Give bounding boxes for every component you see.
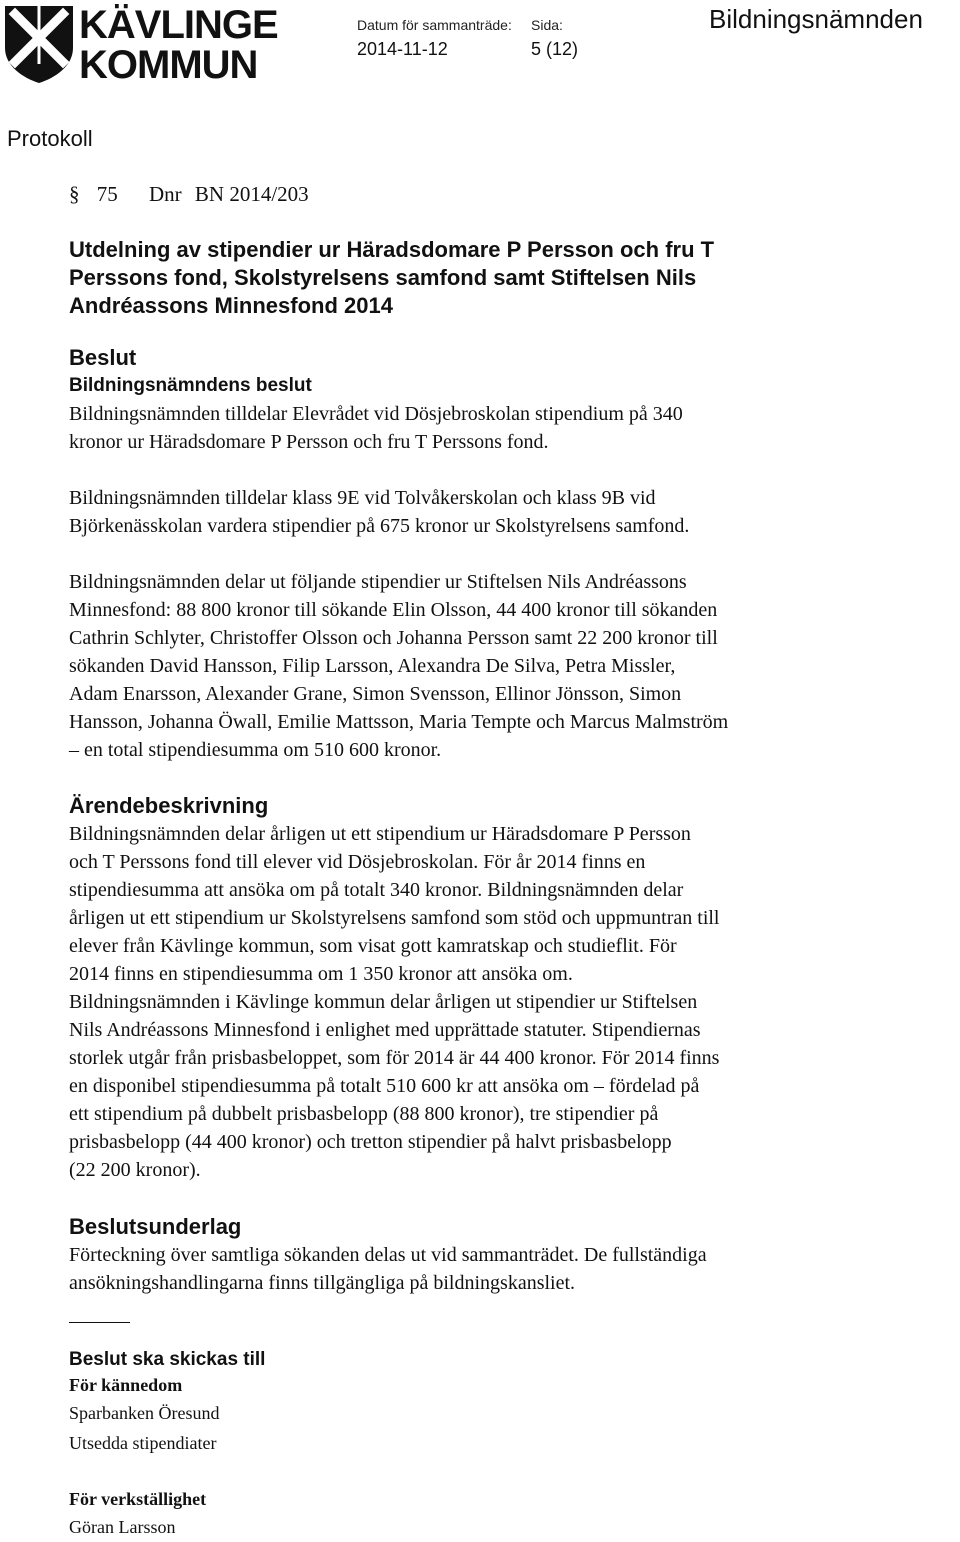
text-line: sökanden David Hansson, Filip Larsson, Alexandra De Silva, Petra Missler, — [69, 655, 676, 677]
text-line: Bildningsnämnden i Kävlinge kommun delar årligen ut stipendier ur Stiftelsen — [69, 991, 698, 1013]
text-line: en disponibel stipendiesumma på totalt 510 600 kr att ansöka om – fördelad på — [69, 1075, 700, 1097]
distribution-heading: Beslut ska skickas till — [69, 1349, 266, 1370]
text-line: elever från Kävlinge kommun, som visat gott kamratskap och studieflit. För — [69, 935, 677, 957]
text-line: storlek utgår från prisbasbeloppet, som för 2014 är 44 400 kronor. För 2014 finns — [69, 1047, 720, 1069]
document-type: Protokoll — [7, 126, 93, 151]
title-line: Andréassons Minnesfond 2014 — [69, 293, 393, 318]
section-reference — [69, 182, 309, 207]
text-line: Bildningsnämnden delar ut följande stipendier ur Stiftelsen Nils Andréassons — [69, 571, 687, 593]
text-line: Bildningsnämnden delar årligen ut ett stipendium ur Häradsdomare P Persson — [69, 823, 691, 845]
title-line: Utdelning av stipendier ur Häradsdomare P Persson och fru T — [69, 237, 715, 262]
text-line: Förteckning över samtliga sökanden delas ut vid sammanträdet. De fullständiga — [69, 1244, 707, 1266]
verkstallighet-heading: För verkställighet — [69, 1489, 207, 1509]
text-line: Cathrin Schlyter, Christoffer Olsson och Johanna Persson samt 22 200 kronor till — [69, 627, 718, 649]
text-line: och T Perssons fond till elever vid Dösjebroskolan. För år 2014 finns en — [69, 851, 646, 873]
page-value: 5 (12) — [531, 39, 579, 59]
meeting-date-label: Datum för sammanträde: — [357, 17, 512, 33]
arende-heading: Ärendebeskrivning — [69, 793, 269, 818]
text-line: – en total stipendiesumma om 510 600 kronor. — [69, 739, 442, 761]
item-title — [69, 236, 714, 320]
recipient: Sparbanken Öresund — [69, 1403, 220, 1423]
text-line: Adam Enarsson, Alexander Grane, Simon Svensson, Ellinor Jönsson, Simon — [69, 683, 682, 705]
underlag-paragraph — [69, 1241, 707, 1297]
board-name: Bildningsnämnden — [709, 4, 923, 34]
logo-line-1: KÄVLINGE — [79, 3, 278, 47]
section-number: 75 — [96, 182, 118, 206]
text-line: Hansson, Johanna Öwall, Emilie Mattsson, Maria Tempte och Marcus Malmström — [69, 711, 729, 733]
text-line: Bildningsnämnden tilldelar Elevrådet vid Dösjebroskolan stipendium på 340 — [69, 403, 683, 425]
underlag-heading: Beslutsunderlag — [69, 1214, 242, 1239]
text-line: Nils Andréassons Minnesfond i enlighet med upprättade statuter. Stipendiernas — [69, 1019, 701, 1041]
text-line: Bildningsnämnden tilldelar klass 9E vid Tolvåkerskolan och klass 9B vid — [69, 487, 656, 509]
meeting-date-value: 2014-11-12 — [357, 39, 448, 59]
recipient: Utsedda stipendiater — [69, 1433, 217, 1453]
paragraph-symbol: § — [69, 182, 80, 206]
text-line: ansökningshandlingarna finns tillgängliga på bildningskansliet. — [69, 1272, 576, 1294]
page-label: Sida: — [531, 17, 563, 33]
arende-paragraph — [69, 820, 720, 1184]
text-line: 2014 finns en stipendiesumma om 1 350 kronor att ansöka om. — [69, 963, 573, 985]
logo-line-2: KOMMUN — [79, 43, 258, 87]
beslut-paragraph-3 — [69, 568, 728, 764]
beslut-paragraph-2 — [69, 484, 689, 540]
separator-line — [69, 1322, 130, 1323]
title-line: Perssons fond, Skolstyrelsens samfond samt Stiftelsen Nils — [69, 265, 697, 290]
text-line: prisbasbelopp (44 400 kronor) och tretton stipendier på halvt prisbasbelopp — [69, 1131, 672, 1153]
beslut-subheading: Bildningsnämndens beslut — [69, 375, 312, 396]
text-line: (22 200 kronor). — [69, 1159, 201, 1181]
recipient: Göran Larsson — [69, 1517, 176, 1537]
dnr-value: BN 2014/203 — [194, 182, 309, 206]
text-line: kronor ur Häradsdomare P Persson och fru T Perssons fond. — [69, 431, 549, 453]
coat-of-arms-icon — [3, 4, 75, 84]
kannedom-heading: För kännedom — [69, 1375, 183, 1395]
beslut-paragraph-1 — [69, 400, 683, 456]
text-line: ett stipendium på dubbelt prisbasbelopp (88 800 kronor), tre stipendier på — [69, 1103, 659, 1125]
text-line: årligen ut ett stipendium ur Skolstyrelsens samfond som stöd och uppmuntran till — [69, 907, 720, 929]
text-line: stipendiesumma att ansöka om på totalt 340 kronor. Bildningsnämnden delar — [69, 879, 684, 901]
dnr-label: Dnr — [149, 182, 182, 206]
text-line: Björkenässkolan vardera stipendier på 675 kronor ur Skolstyrelsens samfond. — [69, 515, 690, 537]
kavlinge-kommun-logo — [3, 2, 278, 87]
beslut-heading: Beslut — [69, 345, 137, 370]
text-line: Minnesfond: 88 800 kronor till sökande Elin Olsson, 44 400 kronor till sökanden — [69, 599, 718, 621]
